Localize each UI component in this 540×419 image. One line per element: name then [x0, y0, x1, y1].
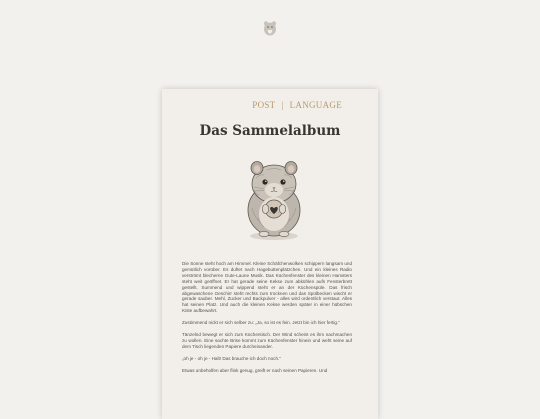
nav-separator: |: [281, 100, 284, 110]
page-title: Das Sammelalbum: [199, 123, 341, 139]
post-card: [162, 89, 378, 419]
top-navigation: [252, 100, 342, 110]
hamster-illustration: [234, 148, 314, 244]
article-body: [182, 261, 352, 380]
article-paragraph: Zustimmend nickt er sich selber zu: „Ja, so ist es fein. Jetzt bin ich hier fertig.": [182, 320, 340, 326]
nav-post-link[interactable]: POST: [252, 100, 276, 110]
article-paragraph: Die Sonne steht hoch am Himmel. Kleine Schäfchenwolken schippern langsam und gemütlich vorüber. Es duftet nach Hagebuttenplätzchen. Und ein kleines Radio verströmt blecherne Gute-Laune Musik. Das Küchenfenster des kleinen Hamsters steht weit geöffnet. Er hat gerade seine Kekse zum abkühlen aufs Fensterbrett gestellt. Summend und wippend steht er an der Küchenspüle. Das frisch abgewaschene Geschirr steht rechts zum trocknen und das Spülbecken wischt er gerade sauber. Mehl, Zucker und Backpulver - alles wird ordentlich verstaut. Alles hat seinen Platz. Und auch die kleinen Kekse werden später in einer hübschen Kiste aufbewahrt.: [182, 261, 352, 314]
article-paragraph: Tänzelnd bewegt er sich zum Küchentisch. Der Wind scheint es ihm nachmachen zu wollen. Eine sachte Brise kommt zum Küchenfenster hinein und weht seine auf dem Tisch liegenden Papiere durcheinander.: [182, 332, 352, 349]
nav-language-link[interactable]: LANGUAGE: [289, 100, 342, 110]
article-paragraph: „oh je - oh je - Halt! Das brauche ich doch noch.": [182, 355, 281, 361]
article-paragraph: Etwas unbeholfen aber flink genug, greift er nach seinen Papieren. Und: [182, 367, 328, 373]
hamster-heart-logo-icon[interactable]: [260, 18, 280, 38]
